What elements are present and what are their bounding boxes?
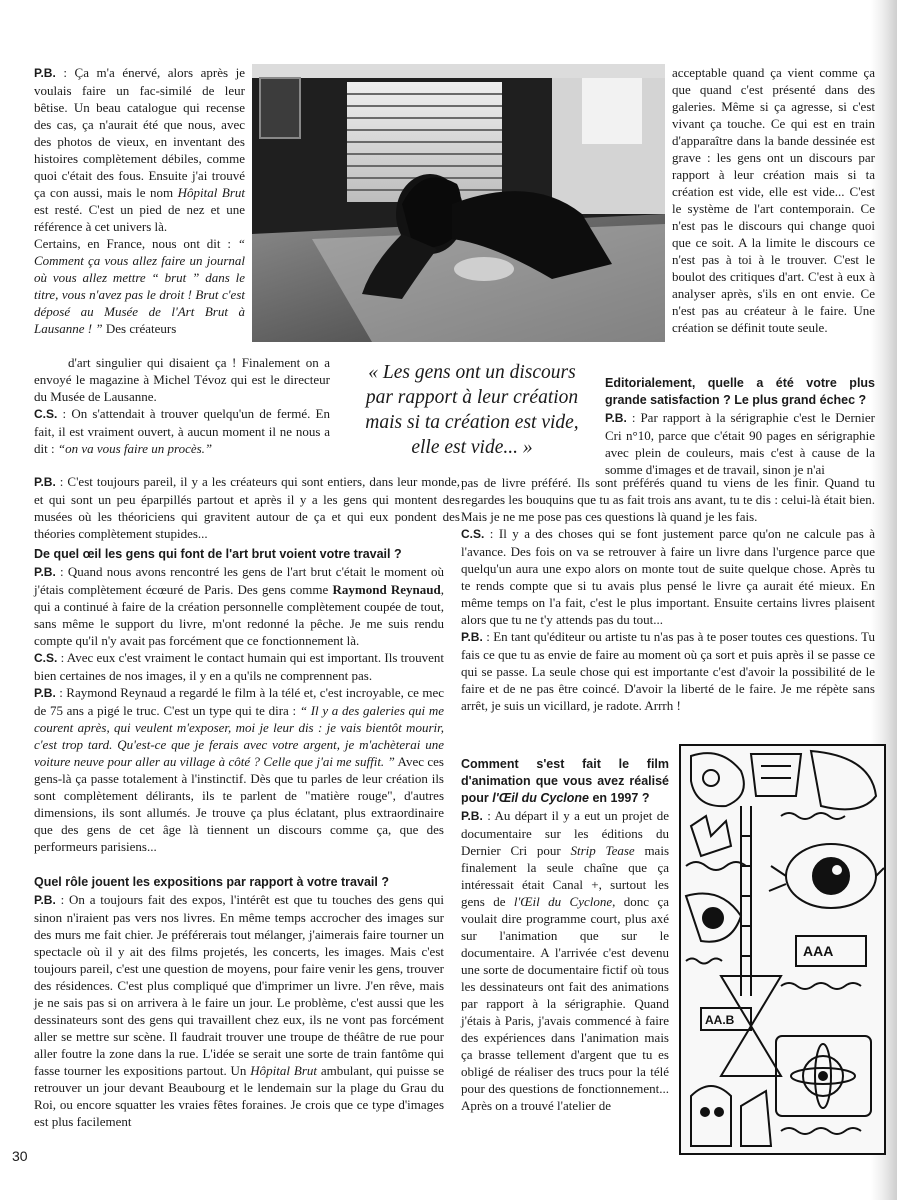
right-column-top — [672, 64, 875, 336]
intro-block-a — [34, 354, 330, 457]
section-heading: De quel œil les gens qui font de l'art brut voient votre travail ? — [34, 547, 402, 561]
text: : Ça m'a énervé, alors après je voulais faire un fac-similé de leur bêtise. Un beau catalogue qui recense des cas, ça n'aurait été que nous, avec des photos de vieux, en inventant des histoires complètement débiles, comme quoi c'était des fous. Ensuite j'ai trouvé ça con aussi, mais le nom — [34, 65, 245, 200]
speaker-pb: P.B. — [605, 411, 627, 425]
section-film — [461, 756, 669, 1114]
quote: “on va vous faire un procès.” — [57, 441, 213, 456]
speaker-pb: P.B. — [34, 66, 56, 80]
intro-block-b — [34, 473, 460, 542]
section-heading: Editorialement, quelle a été votre plus grande satisfaction ? Le plus grand échec ? — [605, 376, 875, 407]
text: Avec ces gens-là ça passe totalement à l'instinctif. Dès que tu parles de leur création ils sont complètement délirants, ils te parlent de "matière rouge", d'autres dimensions, ils sont allumés. Je trouve ça plus éclatant, plus extraordinaire que des gens de cet âge là tiennent un discours comme ça, que des performeurs parisiens... — [34, 754, 444, 854]
speaker-cs: C.S. — [461, 527, 485, 541]
pull-quote-line: mais si ta création est vide, — [365, 412, 579, 433]
section-heading: Quel rôle jouent les expositions par rapport à votre travail ? — [34, 875, 389, 889]
pull-quote — [338, 360, 606, 460]
paragraph — [34, 235, 245, 337]
text: : Au départ il y a eut un projet de documentaire sur les éditions du Dernier Cri pour — [461, 808, 669, 858]
drawing-label: AAA — [803, 943, 834, 959]
photo-of-artist-drawing-icon — [252, 64, 665, 342]
paragraph — [34, 64, 245, 235]
paragraph — [605, 409, 875, 478]
text: : Il y a des choses qui se font justement parce qu'on ne calcule pas à l'avance. Des fois on va se retrouver à faire un livre dans l'urgence parce que quelqu'un aura une expo alors on monte tout de suite quelque chose. Après tu te rends compte que si tu avais plus pensé le livre ça aurait été mieux. En même temps on l'a fait, c'est le plus important. Ensuite certains livres plaisent alors que tu ne t'y attends pas du tout... — [461, 526, 875, 627]
text: , qui a continué à faire de la création personnelle complètement coupée de tout, sans même le support du livre, m'ont redonné la pêche. Je me suis rendu compte qu'il n'y avait pas forcément que ce fonctionnement là. — [34, 582, 444, 648]
section-art-brut — [34, 546, 444, 855]
text: , donc ça voulait dire programme court, plus axé sur l'animation que sur le documentaire. A l'arrivée c'est devenu une sorte de documentaire fictif où tous les dessinateurs ont fait des animations par rapport à la sérigraphie. Quand j'étais à Paris, j'avais commencé à faire des expériences dans l'animation mais ça brasse tellement d'argent que tu es obligé de réaliser des trucs pour la télé pour des questions de fonctionnement... Après on a trouvé l'atelier de — [461, 894, 669, 1113]
text: est resté. C'est un pied de nez et une référence à cet univers là. — [34, 202, 245, 234]
text: Certains, en France, nous ont dit : — [34, 236, 231, 251]
text: : Avec eux c'est vraiment le contact humain qui est important. Ils trouvent bien certaines de nos images, il y en a qu'ils ne comprennent pas. — [34, 650, 444, 683]
title-italic: l'Œil du Cyclone — [492, 791, 589, 805]
text: : On a toujours fait des expos, l'intérêt est que tu touches des gens qui sinon n'iraient pas vers nos livres. En même temps accrocher des images sur des murs me fait chier. Je préférerais tout mélanger, j'aimerais faire tourner un spectacle où il y ait des films projetés, les concerts, les images. Mais c'est toujours pareil, c'est une question de moyens, pour faire venir les gens, trouver des résidences. C'est plus compliqué que d'imprimer un livre. J'en rêve, mais je ne sais pas si on arrivera à le faire un jour. Le problème, c'est aussi que les dessinateurs sont des gens qui travaillent chez eux, ils ne vont pas forcément aller se mettre sur scène. Il faudrait trouver une troupe de théâtre de rue pour aller foutre la zone dans la rue. L'idée se serait une sorte de train fantôme qui fasse tourner les expositions partout. Un — [34, 892, 444, 1078]
ink-illustration — [679, 744, 886, 1155]
speaker-pb: P.B. — [461, 630, 483, 644]
speaker-pb: P.B. — [461, 809, 483, 823]
text: : Quand nous avons rencontré les gens de l'art brut c'était le moment où j'étais complètement écœuré de Paris. Des gens comme — [34, 564, 444, 597]
paragraph — [461, 628, 875, 714]
speaker-cs: C.S. — [34, 407, 58, 421]
artist-photo — [252, 64, 665, 342]
text: Des créateurs — [102, 321, 177, 336]
title-italic: Hôpital Brut — [250, 1063, 317, 1078]
page-number: 30 — [12, 1148, 28, 1164]
drawing-label: AA.B — [705, 1013, 735, 1027]
pull-quote-line: elle est vide... » — [411, 437, 533, 458]
pull-quote-line: par rapport à leur création — [365, 387, 579, 408]
paragraph — [34, 563, 444, 649]
section-expositions — [34, 874, 444, 1130]
text: : On s'attendait à trouver quelqu'un de fermé. En fait, il est vraiment ouvert, à aucun moment il ne nous a dit : — [34, 406, 330, 456]
title-italic: Hôpital Brut — [177, 185, 245, 200]
section-editorial-continued — [461, 474, 875, 714]
quote: “ Il y a des galeries qui me courent après, qui veulent m'exposer, moi je leur dis : je vais bientôt mourir, c'est trop tard. Qu'est-ce que je ferais avec votre argent, je m'achèterai une voiture neuve pour aller au village à côté ? Celle que j'ai me suffit. ” — [34, 703, 445, 769]
text: : Par rapport à la sérigraphie c'est le Dernier Cri n°10, parce que c'était 90 pages en sérigraphie avec plein de couleurs, mais c'est à cause de la somme d'images et de travail, sinon je n'ai — [605, 410, 875, 477]
speaker-pb: P.B. — [34, 565, 56, 579]
text: : En tant qu'éditeur ou artiste tu n'as pas à te poser toutes ces questions. Tu fais ce que tu as envie de faire au moment où ça sort et puis après il se passe ce qui se passe. La seule chose qui est importante c'est d'avoir la possibilité de le faire et de ne pas être coincé. D'avoir la liberté de le faire. Je me répète sans arrêt, je suis un vicillard, je radote. Arrrh ! — [461, 629, 875, 713]
speaker-pb: P.B. — [34, 686, 56, 700]
text: mais finalement la seule chaîne que ça intéressait était Canal +, surtout les gens de — [461, 843, 669, 909]
title-italic: l'Œil du Cyclone — [513, 894, 613, 909]
paragraph — [34, 473, 460, 542]
title-italic: Strip Tease — [570, 843, 635, 858]
paragraph — [461, 807, 669, 1114]
paragraph — [34, 891, 444, 1130]
paragraph: pas de livre préféré. Ils sont préférés quand tu viens de les finir. Quand tu regardes les bouquins que tu as fait trois ans avant, tu te dis : celui-là était bien. Mais je ne me pose pas ces questions là quand je les fais. — [461, 475, 875, 524]
quote: “ Comment ça vous allez faire un journal où vous allez mettre “ brut ” dans le titre, vous n'avez pas le droit ! Brut c'est déposé au Musée de l'Art Brut à Lausanne ! ” — [34, 236, 245, 336]
section-editorial — [605, 375, 875, 478]
left-column-top — [34, 64, 245, 337]
heading-text: Comment s'est fait le film d'animation que vous avez réalisé pour — [461, 757, 669, 805]
speaker-pb: P.B. — [34, 475, 56, 489]
pull-quote-line: « Les gens ont un discours — [368, 362, 576, 383]
person-name: Raymond Reynaud — [332, 582, 441, 597]
paragraph: d'art singulier qui disaient ça ! Finalement on a envoyé le magazine à Michel Tévoz qui est le directeur du Musée de Lausanne. — [34, 355, 330, 404]
text: : Raymond Reynaud a regardé le film à la télé et, c'est incroyable, ce mec de 75 ans a pigé le truc. C'est un type qui te dira : — [34, 685, 444, 718]
speaker-cs: C.S. — [34, 651, 58, 665]
paragraph — [461, 525, 875, 628]
speaker-pb: P.B. — [34, 893, 56, 907]
paragraph — [34, 684, 444, 855]
section-heading — [461, 756, 669, 807]
text: ambulant, qui puisse se retrouver un jour devant Beaubourg et le lendemain sur la plage du Grau du Roi, ou encore squatter les vraies fêtes foraines. Je crois que ce type d'images est plus facilement — [34, 1063, 444, 1129]
black-ink-illustration-icon — [681, 746, 884, 1153]
heading-text: en 1997 ? — [589, 791, 650, 805]
paragraph — [34, 649, 444, 684]
paragraph: acceptable quand ça vient comme ça que quand c'est présenté dans des galeries. Même si ça agresse, si c'est vivant ça touche. Ce qui est en train d'apparaître dans la bande dessinée est grave : les gens ont un discours par rapport à leur création mais si ta création est vide, elle est vide... C'est le système de l'art contemporain. Ce n'est pas le discours qui change quoi que ce soit. A la limite le discours ce n'est pas à toi à le trouver. C'est le boulot des critiques d'art. C'est à eux à analyser après, s'ils en ont envie. Ce n'est pas au créateur à le faire. Une création se définit toute seule. — [672, 65, 875, 335]
text: : C'est toujours pareil, il y a les créateurs qui sont entiers, dans leur monde, et qui sont un peu éparpillés partout et après il y a les gens qui montent des musées où les théoriciens qui gravitent autour de ça et qui eux pondent des théories complètement stupides... — [34, 474, 460, 541]
paragraph — [34, 405, 330, 457]
